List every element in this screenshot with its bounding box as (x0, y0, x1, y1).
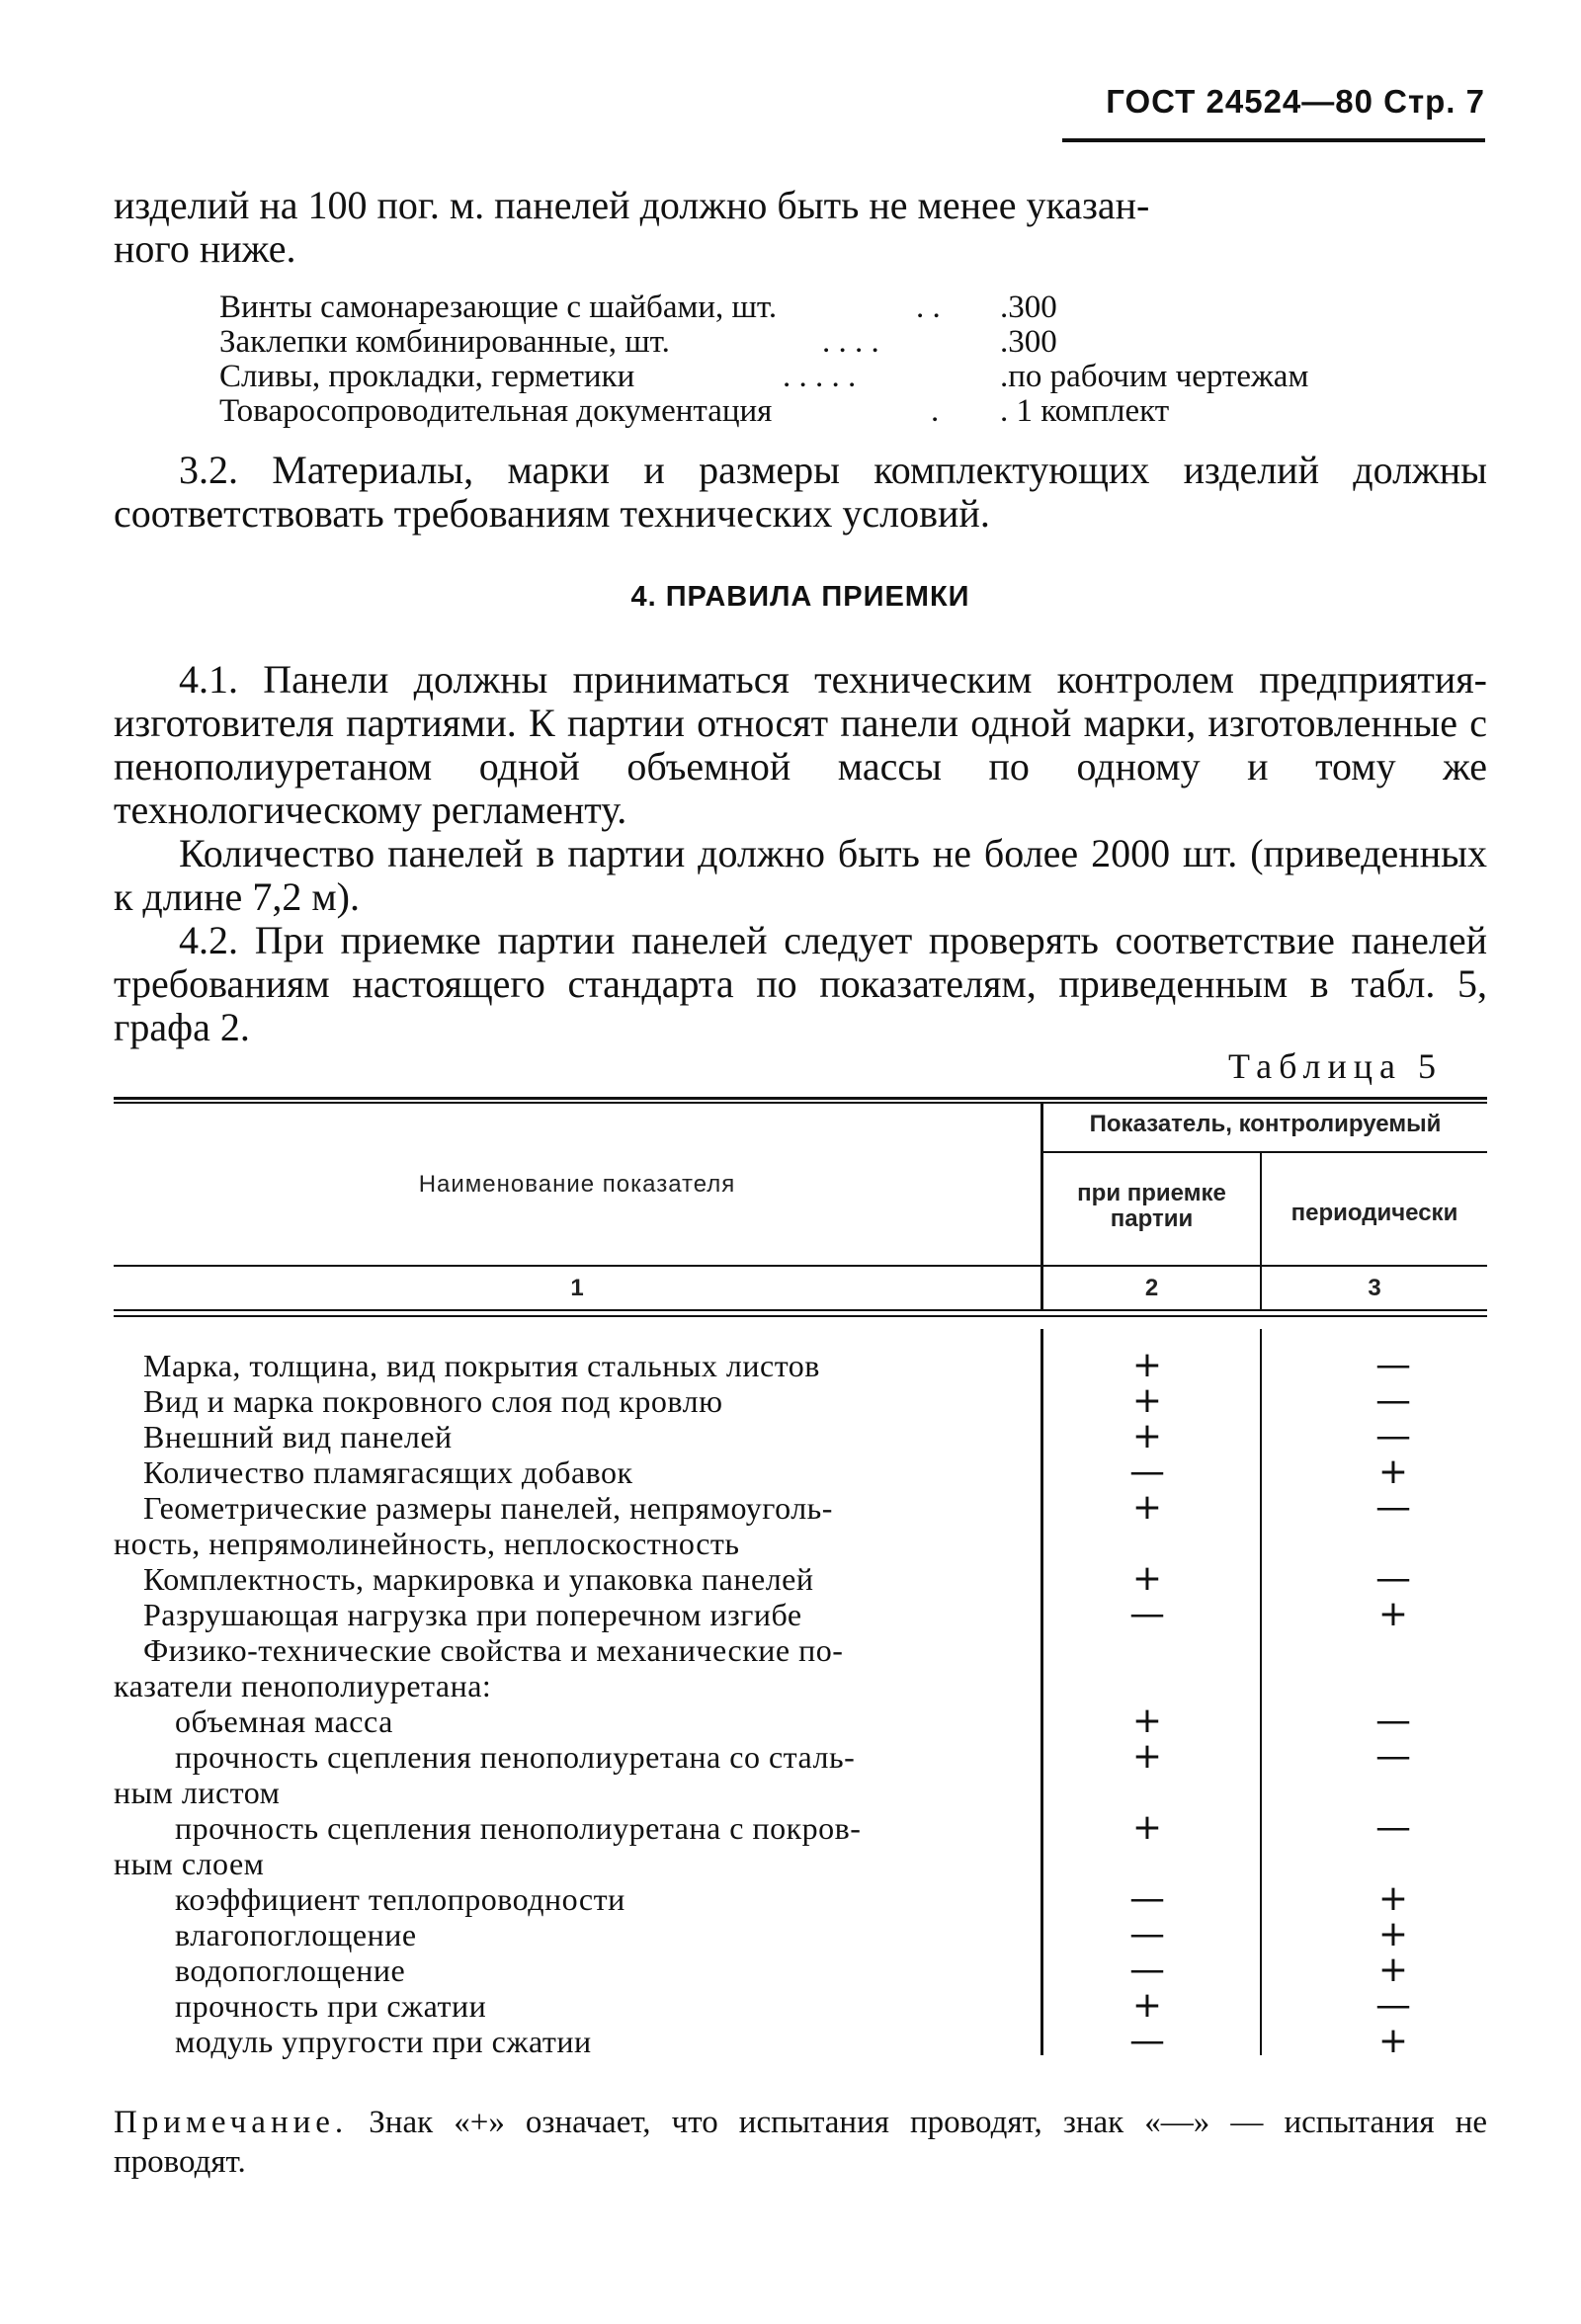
column-header-name: Наименование показателя (418, 1171, 736, 1198)
list-item (219, 325, 1445, 360)
contents-list (219, 290, 1445, 429)
table-row (114, 1952, 1487, 1988)
indicator-name: прочность сцепления пенополиуретана со сталь- (175, 1739, 856, 1775)
list-item-dots: . (931, 393, 940, 429)
intro-line-2: ного ниже. (114, 226, 296, 271)
indicator-name: прочность при сжатии (175, 1988, 487, 2024)
paragraph-3-2: 3.2. Материалы, марки и размеры комплектующих изделий должны соответствовать требованиям технических условий. (114, 448, 1487, 536)
indicator-name: водопоглощение (175, 1952, 406, 1988)
table-row (114, 1878, 1487, 1919)
list-item-dots: . . . . (822, 324, 879, 360)
acceptance-mark: — (1129, 1594, 1165, 1634)
periodic-mark: — (1375, 1487, 1411, 1528)
periodic-mark: — (1375, 1701, 1411, 1741)
list-item-name: Товаросопроводительная документация (219, 393, 773, 429)
list-item-value: .по рабочим чертежам (1000, 359, 1309, 394)
table-row (114, 1703, 1487, 1739)
column-number-1: 1 (570, 1275, 584, 1301)
paragraph-4-1-quantity: Количество панелей в партии должно быть не более 2000 шт. (приведенных к длине 7,2 м). (114, 831, 1487, 919)
table-row (114, 1632, 1487, 1668)
periodic-mark: + (1377, 2021, 1409, 2061)
list-item (219, 360, 1445, 394)
acceptance-mark: + (1131, 1487, 1163, 1528)
periodic-mark: — (1375, 1345, 1411, 1385)
periodic-mark: + (1377, 1950, 1409, 1990)
acceptance-mark: + (1131, 1736, 1163, 1777)
indicator-name: Количество пламягасящих добавок (143, 1454, 633, 1490)
indicator-name: Вид и марка покровного слоя под кровлю (143, 1383, 723, 1419)
numbers-rule-1 (114, 1309, 1487, 1311)
list-item-name: Винты самонарезающие с шайбами, шт. (219, 290, 778, 325)
indicator-name: Разрушающая нагрузка при поперечном изгибе (143, 1597, 802, 1632)
indicator-name: объемная масса (175, 1703, 393, 1739)
table-caption: Таблица 5 (1228, 1046, 1443, 1086)
table-note (114, 2103, 1487, 2182)
periodic-mark: + (1377, 1452, 1409, 1492)
list-item-name: Заклепки комбинированные, шт. (219, 324, 670, 360)
periodic-mark: + (1377, 1878, 1409, 1919)
table-row (114, 1594, 1487, 1634)
table-row (114, 1558, 1487, 1599)
table-row (114, 1846, 1487, 1881)
paragraph-4-2: 4.2. При приемке партии панелей следует проверять соответствие панелей требованиям настоящего стандарта по показателям, приведенным в табл. 5, графа 2. (114, 918, 1487, 1049)
indicator-name: коэффициент теплопроводности (175, 1881, 625, 1917)
indicator-name: Внешний вид панелей (143, 1419, 453, 1454)
intro-line-1: изделий на 100 пог. м. панелей должно быть не менее указан- (114, 183, 1150, 227)
column-number-2: 2 (1144, 1275, 1159, 1301)
table-row (114, 1380, 1487, 1421)
periodic-mark: — (1375, 1736, 1411, 1777)
table-row (114, 1775, 1487, 1810)
indicator-name: Геометрические размеры панелей, непрямоуголь- (143, 1490, 833, 1526)
periodic-mark: — (1375, 1416, 1411, 1456)
periodic-mark: — (1375, 1380, 1411, 1421)
column-group-header: Показатель, контролируемый (1089, 1111, 1442, 1137)
column-header-acceptance-line2: партии (1110, 1205, 1194, 1232)
page-header: ГОСТ 24524—80 Стр. 7 (1062, 83, 1485, 142)
indicator-name: казатели пенополиуретана: (114, 1668, 492, 1703)
table-row (114, 1736, 1487, 1777)
list-item (219, 394, 1445, 429)
periodic-mark: + (1377, 1594, 1409, 1634)
column-header-acceptance (1043, 1181, 1260, 1232)
periodic-mark: + (1377, 1914, 1409, 1954)
indicator-name: ным листом (114, 1775, 281, 1810)
indicator-name: Физико-технические свойства и механические по- (143, 1632, 844, 1668)
table-row (114, 1985, 1487, 2026)
list-item-value: . 1 комплект (1000, 393, 1170, 429)
table-top-rule-2 (114, 1102, 1487, 1104)
list-item (219, 290, 1445, 325)
note-label: Примечание. (114, 2105, 349, 2140)
acceptance-mark: — (1129, 1914, 1165, 1954)
note-text: Знак «+» означает, что испытания проводят, знак «—» — испытания не проводят. (114, 2105, 1487, 2180)
paragraph-4-1: 4.1. Панели должны приниматься техническим контролем предприятия-изготовителя партиями. К партии относят панели одной марки, изготовленные с пенополиуретаном одной объемной массы по одному и тому же технологическому регламенту. (114, 657, 1487, 832)
acceptance-mark: + (1131, 1345, 1163, 1385)
list-item-dots: . . . . . (783, 359, 857, 394)
periodic-mark: — (1375, 1985, 1411, 2026)
column-number-3: 3 (1368, 1275, 1381, 1301)
section-title: 4. ПРАВИЛА ПРИЕМКИ (630, 581, 970, 613)
numbers-rule-2 (114, 1315, 1487, 1317)
acceptance-mark: + (1131, 1416, 1163, 1456)
table-row (114, 1526, 1487, 1561)
acceptance-mark: — (1129, 2021, 1165, 2061)
list-item-name: Сливы, прокладки, герметики (219, 359, 635, 394)
periodic-mark: — (1375, 1807, 1411, 1848)
table-row (114, 1487, 1487, 1528)
acceptance-mark: + (1131, 1558, 1163, 1599)
periodic-mark: — (1375, 1558, 1411, 1599)
table-top-rule (114, 1097, 1487, 1100)
group-header-rule (1042, 1151, 1487, 1153)
acceptance-mark: + (1131, 1701, 1163, 1741)
indicator-name: Марка, толщина, вид покрытия стальных листов (143, 1348, 820, 1383)
header-bottom-rule (114, 1265, 1487, 1267)
list-item-value: .300 (1000, 290, 1057, 325)
table-row (114, 1454, 1487, 1490)
list-item-dots: . . (916, 290, 941, 325)
table-row (114, 2021, 1487, 2061)
table-row (114, 1416, 1487, 1456)
acceptance-mark: + (1131, 1807, 1163, 1848)
acceptance-mark: + (1131, 1380, 1163, 1421)
acceptance-mark: — (1129, 1878, 1165, 1919)
acceptance-mark: — (1129, 1950, 1165, 1990)
acceptance-mark: — (1129, 1452, 1165, 1492)
table-row (114, 1914, 1487, 1954)
indicator-name: влагопоглощение (175, 1917, 417, 1952)
table-row (114, 1807, 1487, 1848)
column-header-acceptance-line1: при приемке (1077, 1180, 1226, 1206)
table-row (114, 1668, 1487, 1703)
acceptance-mark: + (1131, 1985, 1163, 2026)
indicator-name: модуль упругости при сжатии (175, 2024, 592, 2059)
table-body (114, 1345, 1487, 2061)
column-header-periodic: периодически (1290, 1200, 1458, 1226)
table-row (114, 1345, 1487, 1385)
indicator-name: ным слоем (114, 1846, 265, 1881)
indicator-name: прочность сцепления пенополиуретана с покров- (175, 1810, 862, 1846)
indicator-name: Комплектность, маркировка и упаковка панелей (143, 1561, 814, 1597)
indicator-name: ность, непрямолинейность, неплоскостность (114, 1526, 740, 1561)
list-item-value: .300 (1000, 324, 1057, 360)
